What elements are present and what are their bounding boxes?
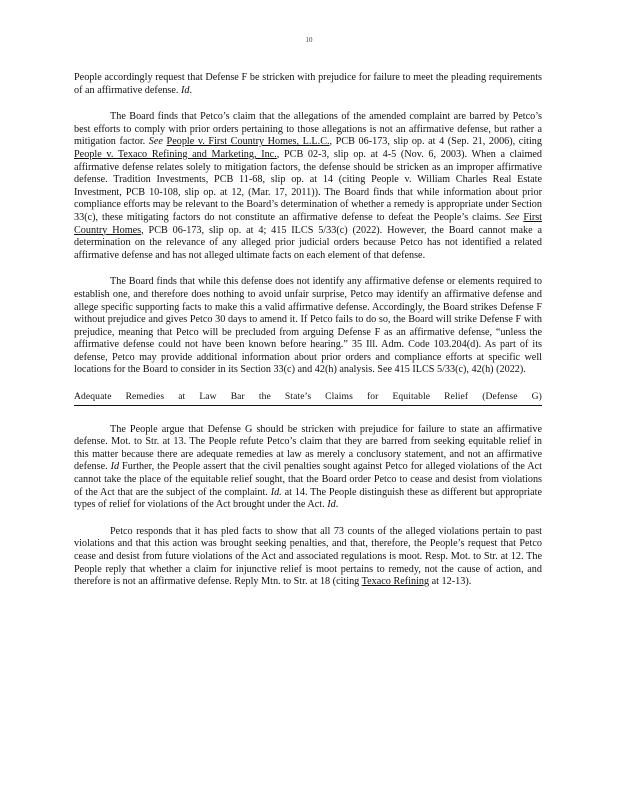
paragraph-1	[74, 72, 542, 97]
text: The Board finds that Petco’s claim that the allegations of the amended complaint are barred by Petco’s best efforts to comply with prior orders pertaining to those allegations is not an affirmative defense, but rather a mitigation factor.	[74, 111, 542, 148]
citation-id: Id	[110, 461, 120, 473]
heading-word: G)	[531, 391, 542, 403]
text: PCB 06-173, slip op. at 4; 415 ILCS 5/33(c) (2022). However, the Board cannot make a determination on the relevance of any alleged prior judicial orders because Petco has not identified a related affirmative defense and has not alleged ultimate facts on each element of that defense.	[74, 224, 542, 261]
heading-word: Bar	[230, 391, 245, 403]
heading-word: Claims	[325, 391, 353, 403]
paragraph-5	[74, 526, 542, 589]
text: People accordingly request that Defense F be stricken with prejudice for failure to meet the pleading requirements of an affirmative defense.	[74, 72, 542, 96]
paragraph-3	[74, 276, 542, 377]
heading-word: Equitable	[392, 391, 431, 403]
text: at 14. The People distinguish these as different but appropriate types of relief for violations of the Act brought under the Act.	[74, 486, 542, 511]
heading-word: Law	[199, 391, 217, 403]
heading-word: the	[258, 391, 271, 403]
text: , PCB 02-3, slip op. at 4-5 (Nov. 6, 2003). When a claimed affirmative defense relates solely to mitigation factors, the defense should be stricken as an improper affirmative defense. Tradition Investments, PCB 11-68, slip op. at 14 (citing People v. William Charles Real Estate Investment, PCB 10-108, slip op. at 12, (Mar. 17, 2011)). The Board finds that while information about prior compliance efforts may be relevant to the Board’s determination of whether a remedy is appropriate under Section 33(c), these mitigating factors do not constitute an affirmative defense to defeat the People’s claims.	[74, 148, 543, 223]
heading-word: (Defense	[482, 391, 518, 403]
document-body	[74, 72, 542, 603]
heading-word: at	[178, 391, 186, 403]
page-number: 10	[305, 36, 313, 44]
text: The Board finds that while this defense does not identify any affirmative defense or elements required to establish one, and therefore does nothing to avoid unfair surprise, Petco may identify an affirmative defense and allege specific supporting facts to make this a valid affirmative defense. Accordingly, the Board strikes Defense F without prejudice and gives Petco 30 days to amend it. If Petco fails to do so, the Board will strike Defense F with prejudice, meaning that Petco will be precluded from arguing Defense F as an affirmative defense, “unless the affirmative defense could not have been known before hearing.” 35 Ill. Adm. Code 103.204(d). As part of its defense, Petco may provide additional information about prior orders and compliance efforts at specific well locations for the Board to consider in its Section 33(c) and 42(h) analysis. See 415 ILCS 5/33(c), 42(h) (2022).	[74, 276, 542, 376]
case-name: First Country Homes,	[74, 211, 543, 236]
case-name: People v. First Country Homes, L.L.C.	[166, 136, 330, 148]
text: , PCB 06-173, slip op. at 4 (Sep. 21, 2006), citing	[329, 136, 542, 148]
section-heading	[74, 391, 542, 406]
heading-word: Adequate	[74, 391, 112, 403]
citation-signal: See	[505, 211, 520, 223]
case-name: Texaco Refining	[361, 576, 430, 588]
citation-id: Id.	[270, 486, 282, 498]
paragraph-2	[74, 111, 542, 262]
heading-word: Relief	[444, 391, 469, 403]
text: Further, the People assert that the civil penalties sought against Petco for alleged violations of the Act cannot take the place of the equitable relief sought, that the Board order Petco to cease and desist from violations of the Act that are the subject of the complaint.	[74, 461, 542, 498]
citation-id: Id	[181, 84, 190, 96]
text: .	[189, 84, 193, 96]
heading-word: State’s	[284, 391, 312, 403]
text: at 12-13).	[429, 576, 472, 588]
case-name: People v. Texaco Refining and Marketing, Inc.	[74, 148, 277, 160]
paragraph-4	[74, 424, 542, 512]
text: The People argue that Defense G should be stricken with prejudice for failure to state an affirmative defense. Mot. to Str. at 13. The People refute Petco’s claim that they are barred from seeking equitable relief in this matter because there are adequate remedies at law as merely a conclusory statement, and not an affirmative defense.	[74, 423, 542, 473]
heading-word: Remedies	[125, 391, 165, 403]
citation-signal: See	[148, 136, 163, 148]
text: Petco responds that it has pled facts to show that all 73 counts of the alleged violations pertain to past violations and that this action was brought seeking penalties, and that, therefore, the People’s request that Petco cease and desist from future violations of the Act and associated regulations is moot. Resp. Mot. to Str. at 12. The People reply that whether a claim for injunctive relief is moot pertains to remedy, not the cause of action, and therefore is not an affirmative defense. Reply Mtn. to Str. at 18 (citing	[74, 525, 542, 588]
heading-word: for	[366, 391, 379, 403]
text: .	[335, 499, 339, 511]
citation-id: Id	[327, 499, 336, 511]
